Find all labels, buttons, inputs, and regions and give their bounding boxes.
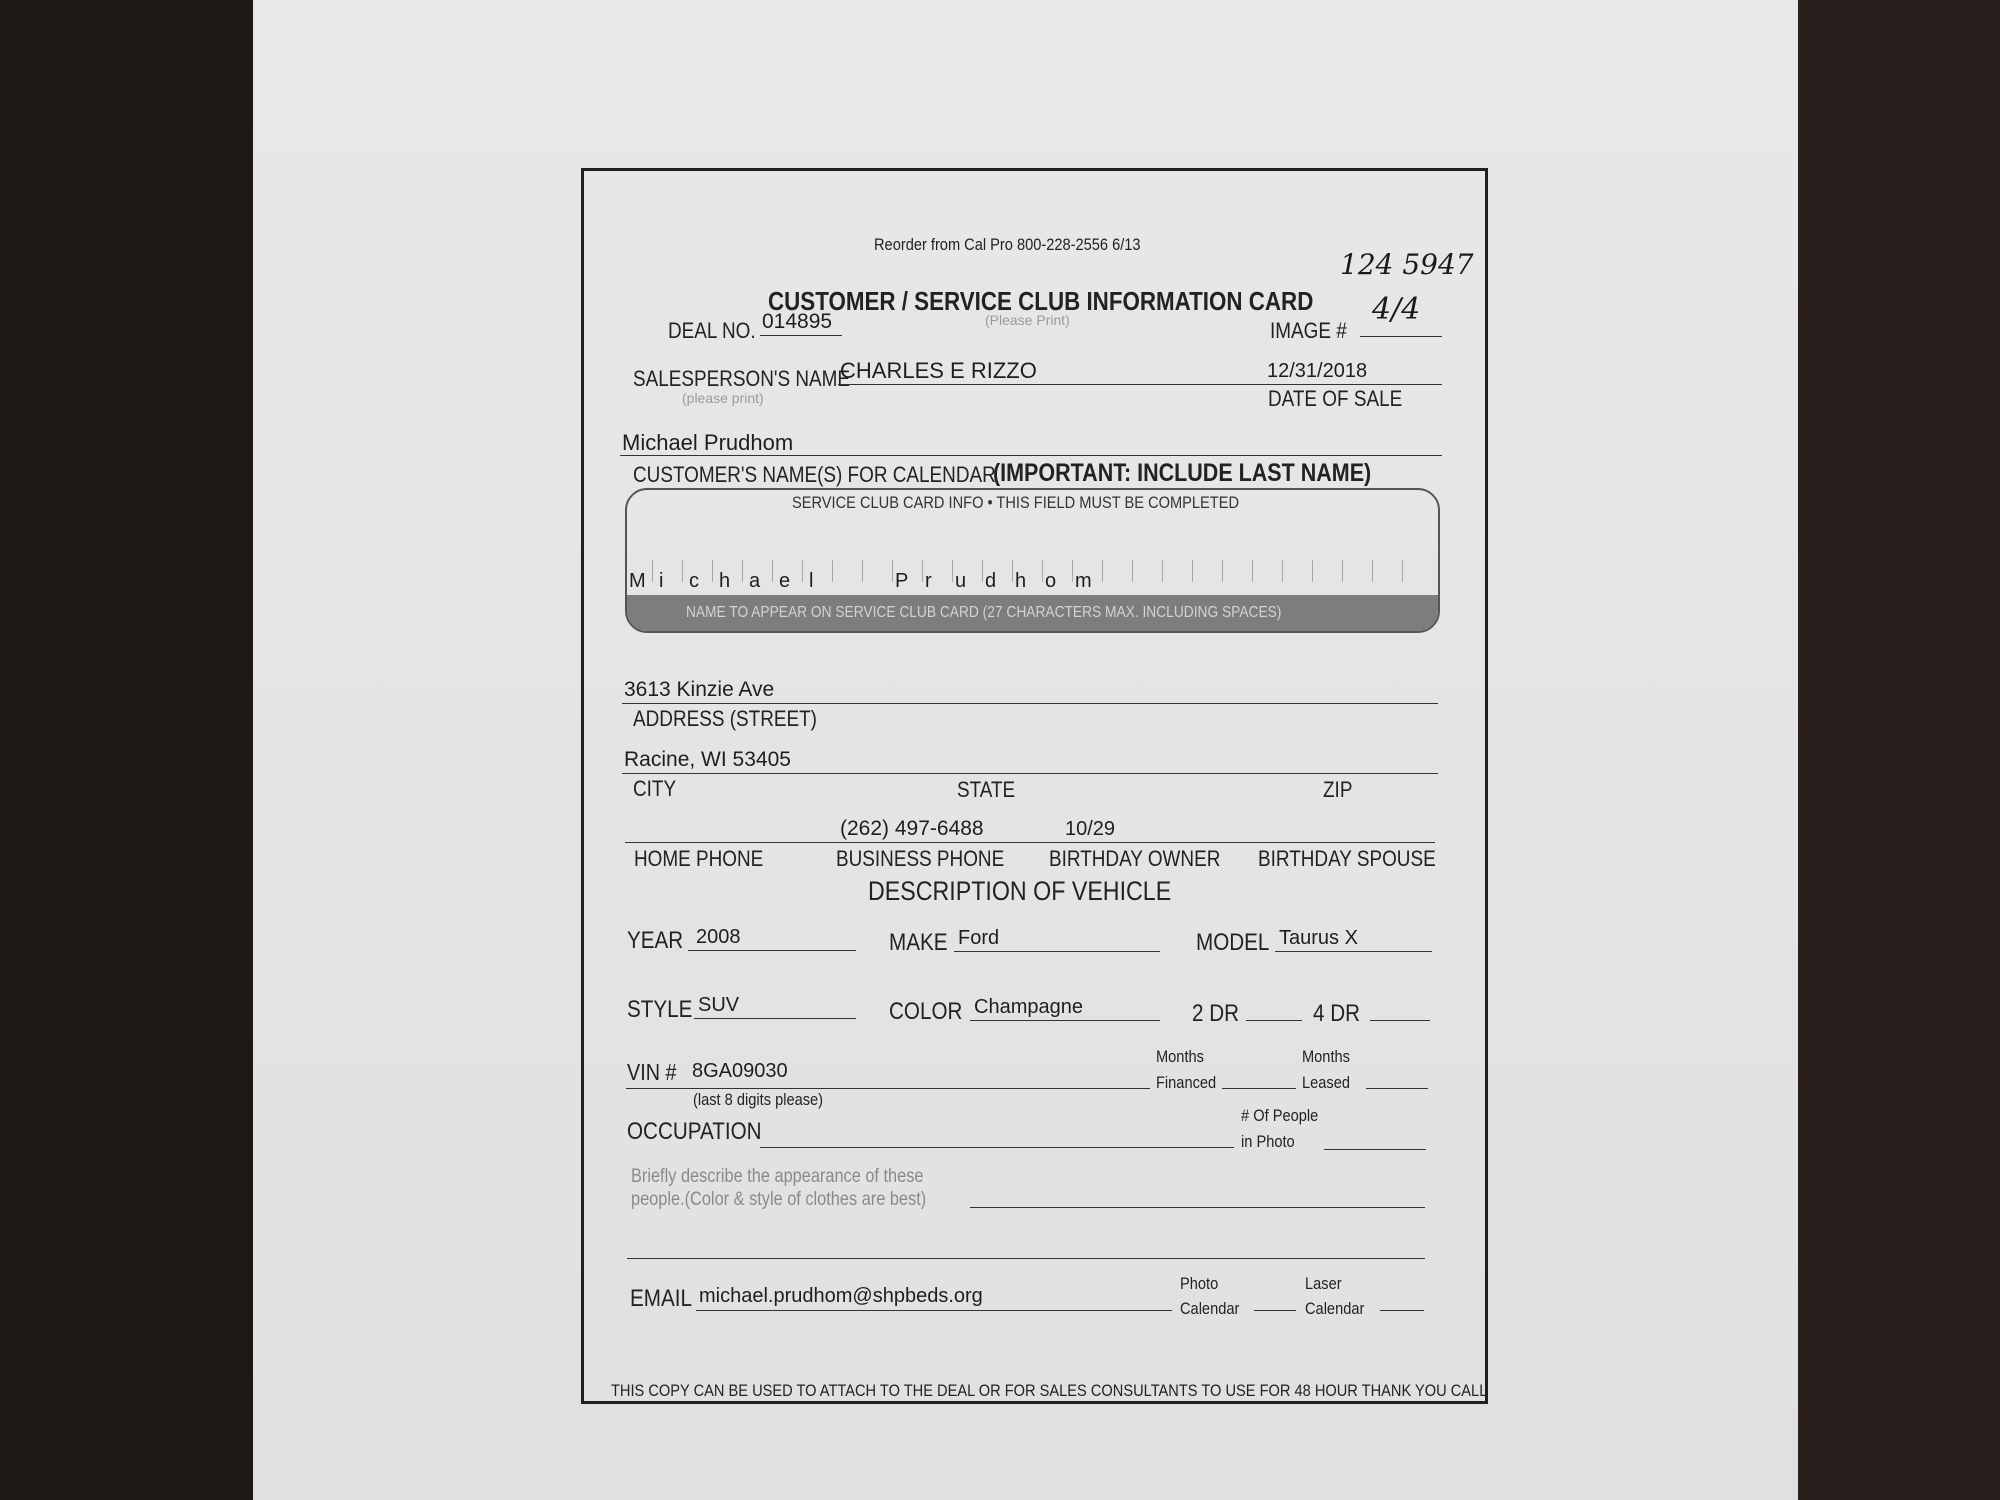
club-char: d	[985, 570, 997, 592]
model-value: Taurus X	[1279, 927, 1358, 949]
vin-sublabel: (last 8 digits please)	[693, 1090, 824, 1109]
four-door-line	[1370, 1020, 1430, 1021]
vin-value: 8GA09030	[692, 1060, 788, 1082]
occupation-label: OCCUPATION	[627, 1118, 762, 1145]
customer-name-label: CUSTOMER'S NAME(S) FOR CALENDAR	[633, 462, 996, 487]
style-value: SUV	[698, 994, 740, 1016]
months-leased-label-1: Months	[1302, 1047, 1350, 1066]
photo-calendar-label-1: Photo	[1180, 1274, 1219, 1293]
club-char: u	[955, 570, 967, 592]
handwritten-number: 124 5947	[1340, 248, 1474, 281]
months-financed-label-2: Financed	[1156, 1073, 1217, 1092]
home-phone-label: HOME PHONE	[634, 846, 764, 871]
color-line	[970, 1020, 1160, 1021]
year-line	[688, 950, 856, 951]
club-char: a	[749, 570, 761, 592]
laser-calendar-label-2: Calendar	[1305, 1299, 1365, 1318]
birthday-spouse-label: BIRTHDAY SPOUSE	[1258, 846, 1436, 871]
club-char: M	[629, 570, 646, 592]
year-label: YEAR	[627, 927, 684, 954]
image-label: IMAGE #	[1270, 318, 1347, 343]
months-financed-label-1: Months	[1156, 1047, 1204, 1066]
email-line	[696, 1310, 1172, 1311]
laser-calendar-label-1: Laser	[1305, 1274, 1342, 1293]
please-print-note: (Please Print)	[985, 312, 1070, 328]
club-char: h	[719, 570, 731, 592]
address-label: ADDRESS (STREET)	[633, 706, 817, 731]
customer-name-value: Michael Prudhom	[622, 430, 794, 455]
date-of-sale-label: DATE OF SALE	[1268, 386, 1403, 411]
table-background-left	[0, 0, 253, 1500]
vin-label: VIN #	[627, 1059, 677, 1085]
model-line	[1275, 951, 1432, 952]
months-financed-line	[1222, 1088, 1296, 1089]
city-line	[622, 773, 1438, 774]
city-label: CITY	[633, 776, 677, 801]
describe-label-1: Briefly describe the appearance of these	[631, 1166, 924, 1187]
two-door-label: 2 DR	[1192, 1000, 1240, 1027]
city-state-zip-value: Racine, WI 53405	[624, 748, 791, 771]
style-label: STYLE	[627, 996, 693, 1023]
birthday-owner-value: 10/29	[1065, 818, 1116, 840]
model-label: MODEL	[1196, 929, 1270, 956]
salesperson-value: CHARLES E RIZZO	[840, 358, 1037, 383]
date-of-sale-value: 12/31/2018	[1267, 360, 1368, 382]
customer-name-line	[620, 455, 1442, 456]
make-label: MAKE	[889, 929, 948, 956]
club-footer-text: NAME TO APPEAR ON SERVICE CLUB CARD (27 CHARACTERS MAX. INCLUDING SPACES)	[686, 604, 1282, 621]
table-background-right	[1798, 0, 2000, 1500]
club-char: i	[659, 570, 664, 592]
club-header: SERVICE CLUB CARD INFO • THIS FIELD MUST BE COMPLETED	[792, 493, 1240, 512]
occupation-line	[760, 1147, 1234, 1148]
people-in-photo-label-2: in Photo	[1241, 1132, 1295, 1151]
months-leased-label-2: Leased	[1302, 1073, 1350, 1092]
reorder-text: Reorder from Cal Pro 800-228-2556 6/13	[874, 235, 1141, 254]
color-label: COLOR	[889, 998, 963, 1025]
people-in-photo-line	[1324, 1149, 1426, 1150]
address-line	[622, 703, 1438, 704]
club-char: e	[779, 570, 791, 592]
club-char: c	[689, 570, 699, 592]
months-leased-line	[1366, 1088, 1428, 1089]
footer-note: THIS COPY CAN BE USED TO ATTACH TO THE DEAL OR FOR SALES CONSULTANTS TO USE FOR 48 HOUR THANK YOU CALL	[611, 1381, 1488, 1400]
club-char: P	[895, 570, 909, 592]
address-value: 3613 Kinzie Ave	[624, 678, 775, 701]
business-phone-label: BUSINESS PHONE	[836, 846, 1005, 871]
describe-line-1	[970, 1207, 1425, 1208]
salesperson-sublabel: (please print)	[682, 390, 764, 406]
zip-label: ZIP	[1323, 777, 1353, 802]
state-label: STATE	[957, 777, 1016, 802]
salesperson-label: SALESPERSON'S NAME	[633, 366, 851, 391]
business-phone-value: (262) 497-6488	[840, 817, 984, 840]
four-door-label: 4 DR	[1313, 1000, 1361, 1027]
color-value: Champagne	[974, 996, 1083, 1018]
vin-line	[626, 1088, 1150, 1089]
salesperson-line	[838, 384, 1442, 385]
deal-no-line	[760, 335, 842, 336]
laser-calendar-line	[1380, 1310, 1424, 1311]
handwritten-image-number: 4/4	[1372, 292, 1421, 327]
deal-no-value: 014895	[762, 310, 833, 333]
club-char: h	[1015, 570, 1027, 592]
two-door-line	[1246, 1020, 1302, 1021]
deal-no-label: DEAL NO.	[668, 318, 756, 343]
style-line	[694, 1018, 856, 1019]
photo-calendar-label-2: Calendar	[1180, 1299, 1240, 1318]
image-line	[1360, 336, 1442, 337]
birthday-owner-label: BIRTHDAY OWNER	[1049, 846, 1221, 871]
describe-line-2	[627, 1258, 1425, 1259]
vehicle-heading: DESCRIPTION OF VEHICLE	[868, 876, 1172, 906]
club-char: m	[1075, 570, 1092, 592]
year-value: 2008	[696, 926, 741, 948]
photo-calendar-line	[1254, 1310, 1296, 1311]
customer-name-important: (IMPORTANT: INCLUDE LAST NAME)	[993, 459, 1372, 487]
email-label: EMAIL	[630, 1285, 692, 1312]
make-line	[954, 951, 1160, 952]
form-title: CUSTOMER / SERVICE CLUB INFORMATION CARD	[768, 286, 1314, 316]
phone-line	[625, 842, 1435, 843]
email-value: michael.prudhom@shpbeds.org	[699, 1285, 983, 1307]
club-char: l	[809, 570, 814, 592]
make-value: Ford	[958, 927, 1000, 949]
club-char: r	[925, 570, 932, 592]
club-footer-bar	[627, 595, 1438, 631]
describe-label-2: people.(Color & style of clothes are best)	[631, 1189, 927, 1210]
club-char: o	[1045, 570, 1057, 592]
people-in-photo-label-1: # Of People	[1241, 1106, 1319, 1125]
service-club-card-box	[625, 488, 1440, 633]
